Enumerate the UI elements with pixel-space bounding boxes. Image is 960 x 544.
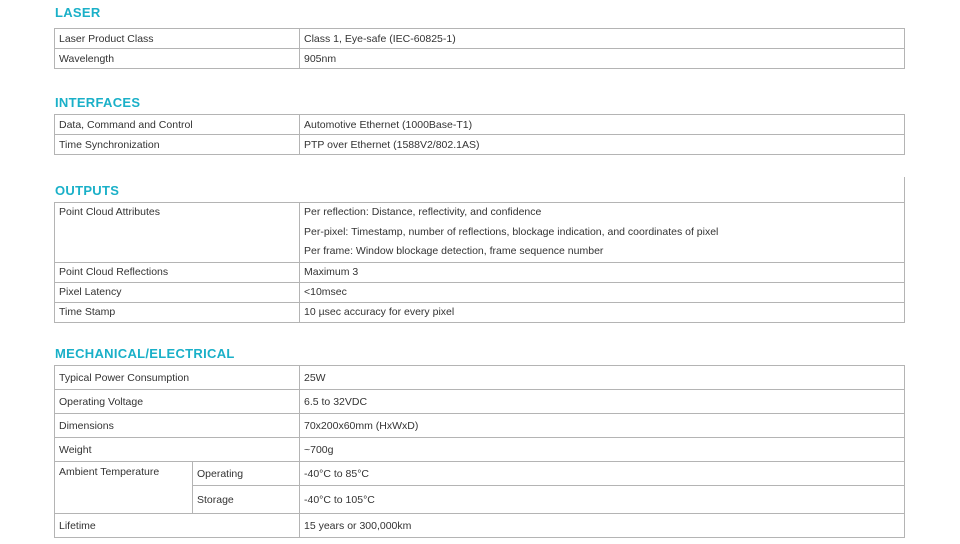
spec-value: 905nm xyxy=(300,49,905,69)
spec-label: Laser Product Class xyxy=(55,29,300,49)
spec-value: Automotive Ethernet (1000Base-T1) xyxy=(300,115,905,135)
spec-value: ~700g xyxy=(300,438,905,462)
spec-label: Data, Command and Control xyxy=(55,115,300,135)
table-row xyxy=(55,302,905,322)
section-title-interfaces: INTERFACES xyxy=(55,95,141,110)
table-row xyxy=(55,29,905,49)
laser-table xyxy=(54,28,905,69)
spec-value: <10msec xyxy=(300,282,905,302)
outputs-table xyxy=(54,202,905,323)
table-row xyxy=(55,49,905,69)
interfaces-table xyxy=(54,114,905,155)
section-title-outputs: OUTPUTS xyxy=(55,183,120,198)
spec-value: 10 µsec accuracy for every pixel xyxy=(300,302,905,322)
spec-label: Time Stamp xyxy=(55,302,300,322)
table-row xyxy=(55,366,905,390)
table-row xyxy=(55,514,905,538)
spec-value: 70x200x60mm (HxWxD) xyxy=(300,414,905,438)
spec-label: Wavelength xyxy=(55,49,300,69)
spec-value: Class 1, Eye-safe (IEC-60825-1) xyxy=(300,29,905,49)
spec-label: Point Cloud Attributes xyxy=(55,203,300,263)
table-row xyxy=(55,262,905,282)
spec-label: Dimensions xyxy=(55,414,300,438)
table-row xyxy=(55,462,905,486)
section-title-mechanical: MECHANICAL/ELECTRICAL xyxy=(55,346,235,361)
spec-label: Operating Voltage xyxy=(55,390,300,414)
table-row xyxy=(55,414,905,438)
spec-label: Weight xyxy=(55,438,300,462)
table-row xyxy=(55,135,905,155)
spec-value: 25W xyxy=(300,366,905,390)
spec-sublabel: Storage xyxy=(193,486,300,514)
attribute-line: Per reflection: Distance, reflectivity, and confidence xyxy=(304,206,542,218)
spec-sublabel: Operating xyxy=(193,462,300,486)
spec-value: 15 years or 300,000km xyxy=(300,514,905,538)
table-row xyxy=(55,438,905,462)
spec-value: Maximum 3 xyxy=(300,262,905,282)
spec-value: -40°C to 105°C xyxy=(300,486,905,514)
section-title-laser: LASER xyxy=(55,5,101,20)
mechanical-table xyxy=(54,365,905,538)
table-row xyxy=(55,203,905,263)
spec-label: Time Synchronization xyxy=(55,135,300,155)
spec-label: Point Cloud Reflections xyxy=(55,262,300,282)
spec-value xyxy=(300,203,905,263)
attribute-line: Per-pixel: Timestamp, number of reflections, blockage indication, and coordinates of pixel xyxy=(304,225,719,238)
table-row xyxy=(55,115,905,135)
spec-value: -40°C to 85°C xyxy=(300,462,905,486)
spec-value: PTP over Ethernet (1588V2/802.1AS) xyxy=(300,135,905,155)
spec-label: Typical Power Consumption xyxy=(55,366,300,390)
divider xyxy=(904,177,905,203)
spec-value: 6.5 to 32VDC xyxy=(300,390,905,414)
table-row xyxy=(55,282,905,302)
spec-label: Pixel Latency xyxy=(55,282,300,302)
attribute-line: Per frame: Window blockage detection, frame sequence number xyxy=(304,245,604,257)
spec-label: Lifetime xyxy=(55,514,300,538)
table-row xyxy=(55,390,905,414)
spec-label: Ambient Temperature xyxy=(55,462,193,514)
